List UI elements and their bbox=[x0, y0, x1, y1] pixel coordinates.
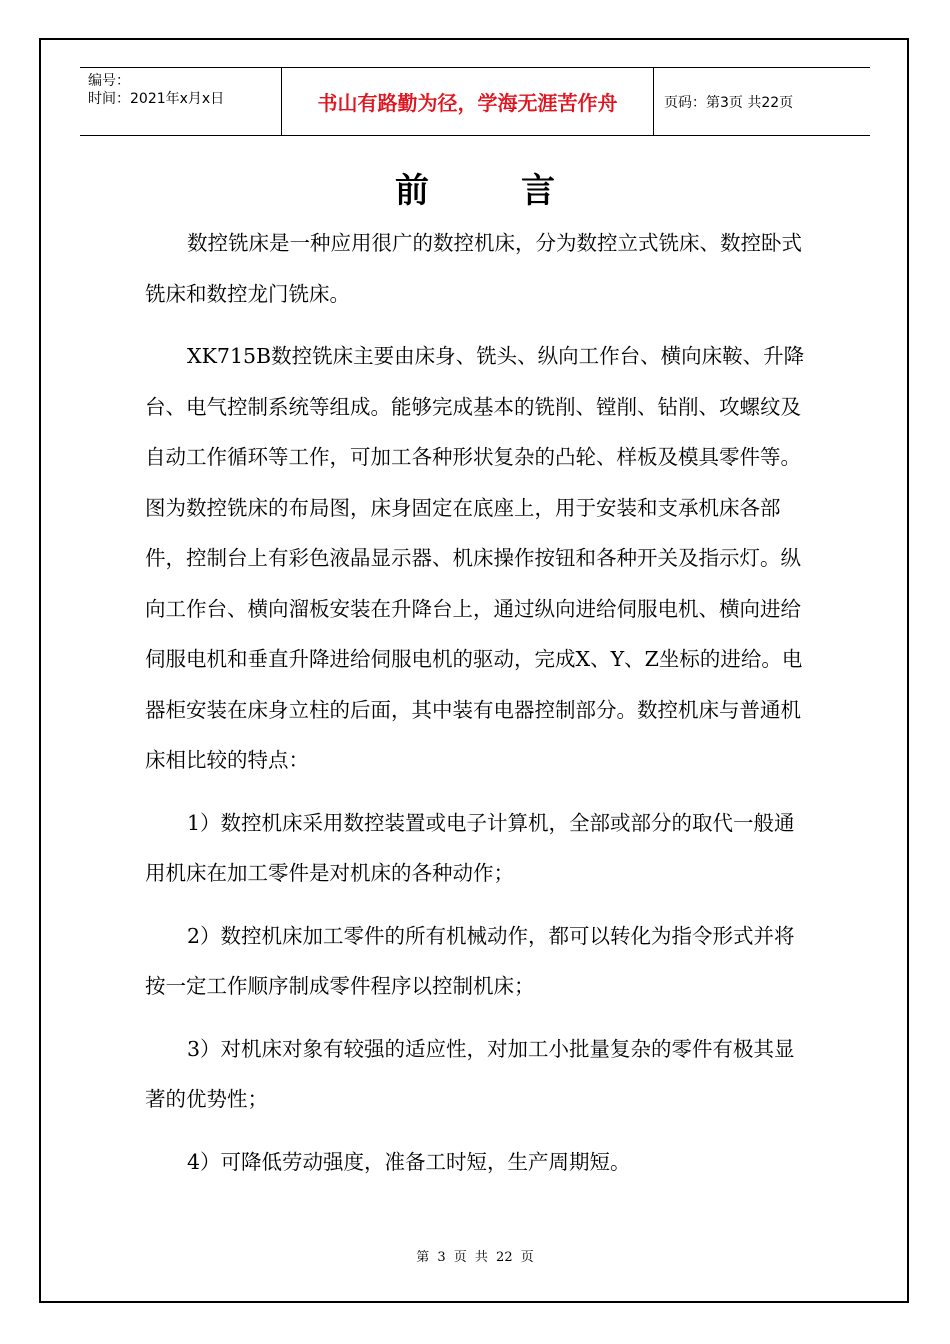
document-number-label: 编号： bbox=[88, 73, 130, 89]
paragraph-feature-1: 1）数控机床采用数控装置或电子计算机，全部或部分的取代一般通用机床在加工零件是对机床的各种动作； bbox=[145, 810, 795, 885]
paragraph-feature-2: 2）数控机床加工零件的所有机械动作，都可以转化为指令形式并将按一定工作顺序制成零件程序以控制机床； bbox=[145, 923, 795, 998]
paragraph-feature-3: 3）对机床对象有较强的适应性，对加工小批量复杂的零件有极其显著的优势性； bbox=[145, 1036, 795, 1111]
paragraph-intro: 数控铣床是一种应用很广的数控机床，分为数控立式铣床、数控卧式铣床和数控龙门铣床。 bbox=[145, 231, 802, 306]
header-meta bbox=[80, 68, 282, 135]
paragraph-structure: XK715B数控铣床主要由床身、铣头、纵向工作台、横向床鞍、升降台、电气控制系统等组成。能够完成基本的铣削、镗削、钻削、攻螺纹及自动工作循环等工作，可加工各种形状复杂的凸轮、样板及模具零件等。图为数控铣床的布局图，床身固定在底座上，用于安装和支承机床各部件，控制台上有彩色液晶显示器、机床操作按钮和各种开关及指示灯。纵向工作台、横向溜板安装在升降台上，通过纵向进给伺服电机、横向进给伺服电机和垂直升降进给伺服电机的驱动，完成X、Y、Z坐标的进给。电器柜安装在床身立柱的后面，其中装有电器控制部分。数控机床与普通机床相比较的特点： bbox=[145, 344, 805, 772]
page-footer: 第 3 页 共 22 页 bbox=[416, 1250, 534, 1265]
header-page-info: 页码：第3页 共22页 bbox=[664, 94, 794, 111]
paragraph-feature-4: 4）可降低劳动强度，准备工时短，生产周期短。 bbox=[187, 1149, 631, 1174]
header-motto: 书山有路勤为径，学海无涯苦作舟 bbox=[282, 68, 654, 135]
page-title: 前言 bbox=[395, 171, 647, 211]
document-date: 时间：2021年x月x日 bbox=[88, 91, 225, 107]
body-content bbox=[145, 218, 813, 1199]
document-header bbox=[80, 67, 870, 136]
